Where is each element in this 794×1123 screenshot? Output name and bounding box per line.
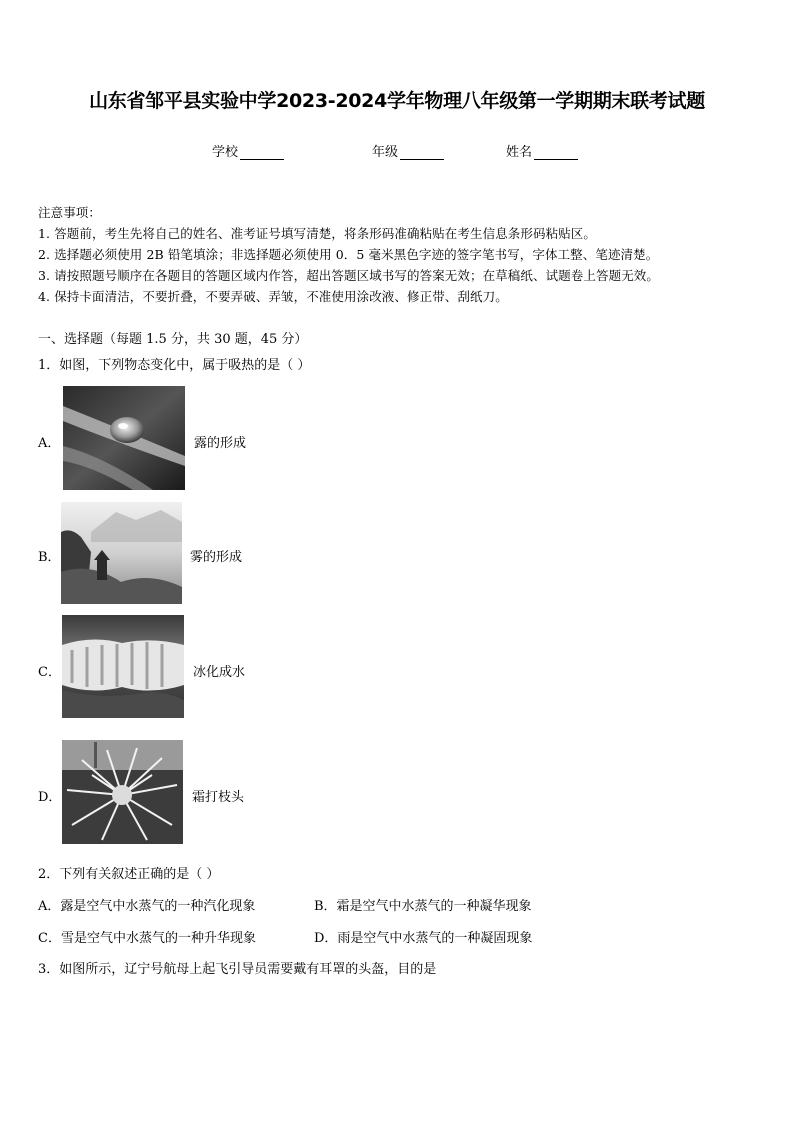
section-heading: 一、选择题（每题 1.5 分，共 30 题，45 分） — [38, 332, 308, 347]
notice-item-2: 2. 选择题必须使用 2B 铅笔填涂；非选择题必须使用 0．5 毫米黑色字迹的签字笔书写，字体工整、笔迹清楚。 — [38, 247, 659, 262]
notice-item-4: 4. 保持卡面清洁，不要折叠，不要弄破、弄皱，不准使用涂改液、修正带、刮纸刀。 — [38, 289, 508, 304]
school-label: 学校 — [212, 145, 239, 160]
school-blank[interactable] — [240, 147, 284, 160]
q1-option-a-label[interactable]: A． — [38, 436, 61, 451]
grade-blank[interactable] — [400, 147, 444, 160]
q1-option-c-label[interactable]: C． — [38, 665, 61, 680]
q1-option-d-text: 霜打枝头 — [192, 790, 245, 805]
q1-option-a-text: 露的形成 — [194, 436, 247, 451]
name-field — [506, 141, 578, 160]
notice-item-1: 1. 答题前，考生先将自己的姓名、准考证号填写清楚，将条形码准确粘贴在考生信息条形码粘贴区。 — [38, 226, 597, 241]
q2-option-c[interactable]: C．雪是空气中水蒸气的一种升华现象 — [38, 931, 256, 946]
q1-option-b-text: 雾的形成 — [190, 550, 243, 565]
question-2-stem: 2．下列有关叙述正确的是（ ） — [38, 867, 220, 882]
grade-field — [372, 141, 444, 160]
frost-branch-image — [62, 740, 183, 844]
grade-label: 年级 — [372, 145, 399, 160]
name-blank[interactable] — [534, 147, 578, 160]
fog-image — [61, 502, 182, 604]
dew-drop-image — [63, 386, 185, 490]
notice-item-3: 3. 请按照题号顺序在各题目的答题区域内作答，超出答题区域书写的答案无效；在草稿纸、试题卷上答题无效。 — [38, 268, 660, 283]
ice-melting-image — [62, 615, 184, 718]
q2-option-d[interactable]: D．雨是空气中水蒸气的一种凝固现象 — [314, 931, 533, 946]
q1-option-b-label[interactable]: B． — [38, 550, 61, 565]
q1-option-d-label[interactable]: D． — [38, 790, 62, 805]
question-1-stem: 1．如图，下列物态变化中，属于吸热的是（ ） — [38, 358, 311, 373]
question-3-stem: 3．如图所示，辽宁号航母上起飞引导员需要戴有耳罩的头盔，目的是 — [38, 962, 437, 977]
q1-option-c-text: 冰化成水 — [193, 665, 246, 680]
school-field — [212, 141, 284, 160]
name-label: 姓名 — [506, 145, 533, 160]
exam-title: 山东省邹平县实验中学2023-2024学年物理八年级第一学期期末联考试题 — [89, 90, 705, 112]
notice-heading: 注意事项： — [38, 205, 102, 220]
q2-option-b[interactable]: B．霜是空气中水蒸气的一种凝华现象 — [314, 899, 532, 914]
q2-option-a[interactable]: A．露是空气中水蒸气的一种汽化现象 — [38, 899, 256, 914]
